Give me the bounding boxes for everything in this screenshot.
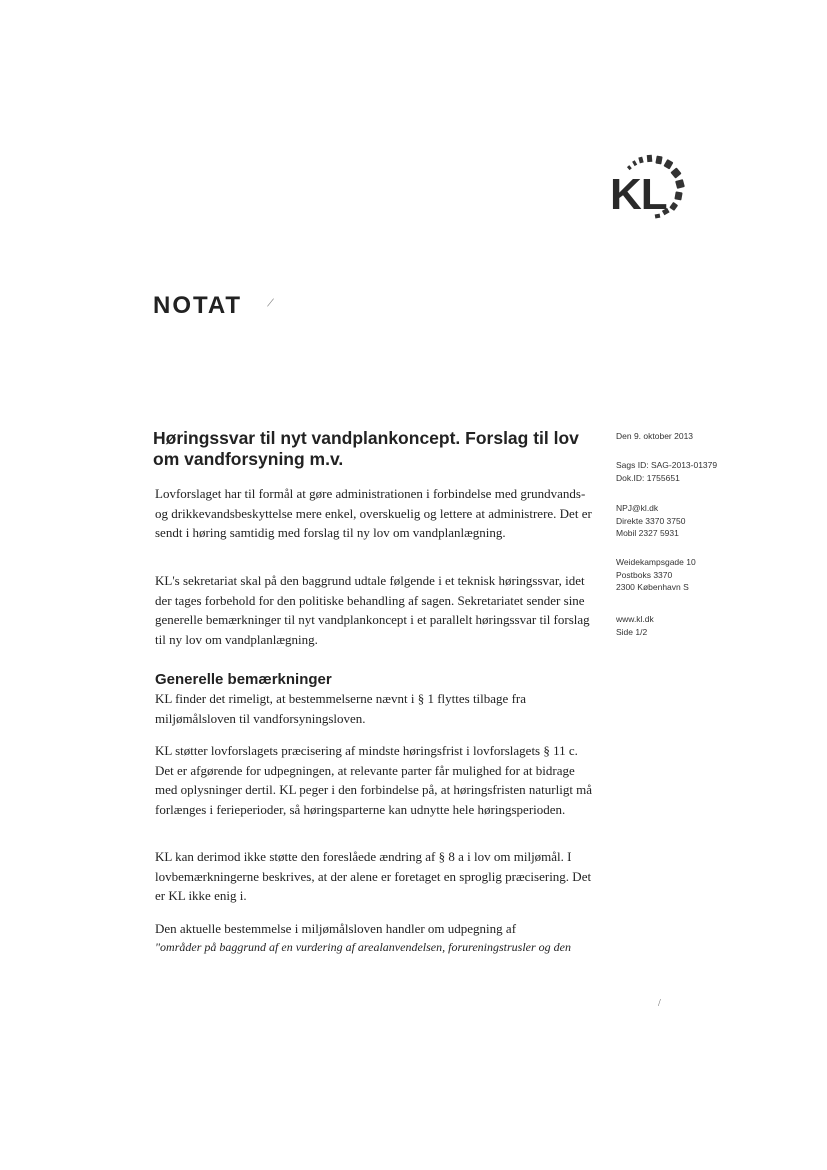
- contact-email: NPJ@kl.dk: [616, 503, 659, 513]
- scan-speck: /: [658, 998, 661, 1009]
- address-po-box: Postboks 3370: [616, 569, 673, 580]
- case-id: Sags ID: SAG-2013-01379: [616, 460, 718, 470]
- mobile-phone: Mobil 2327 5931: [616, 528, 679, 538]
- section-paragraph: KL støtter lovforslagets præcisering af mindste høringsfrist i lovforslagets § 11 c. Det er afgørende for udpegningen, at relevante parter får mulighed for at bidrage med oplysninger dertil. KL peger i den forbindelse på, at høringsfristen naturligt må forlænges i ferieperioder, så høringsparterne kan udnytte hele høringsperioden.: [155, 743, 593, 817]
- section-paragraph: KL kan derimod ikke støtte den foreslåede ændring af § 8 a i lov om miljømål. I lovbemærkningerne beskrives, at der alene er foretaget en sproglig præcisering. Det er KL ikke enig i.: [155, 849, 592, 903]
- address-city: 2300 København S: [616, 582, 689, 592]
- sidebar-address-block: [616, 556, 696, 594]
- address-street: Weidekampsgade 10: [616, 557, 696, 567]
- document-date: Den 9. oktober 2013: [616, 431, 694, 441]
- scan-mark: /: [265, 295, 275, 312]
- document-type-label: NOTAT: [153, 292, 243, 319]
- section-heading: Generelle bemærkninger: [155, 671, 332, 688]
- sidebar-date-block: [616, 430, 693, 443]
- website-link: www.kl.dk: [616, 614, 654, 624]
- logo-text: KL: [610, 170, 667, 219]
- sidebar-ids-block: [616, 459, 717, 484]
- page-number: Side 1/2: [616, 626, 648, 637]
- section-paragraph: Den aktuelle bestemmelse i miljømålsloven handler om udpegning af: [155, 921, 517, 936]
- sidebar-web-block: [616, 613, 654, 638]
- intro-paragraph: KL's sekretariat skal på den baggrund udtale følgende i et teknisk høringssvar, idet der tages forbehold for den politiske behandling af sagen. Sekretariatet sender sine generelle bemærkninger til nyt vandplankoncept i et parallelt høringssvar til forslag til ny lov om vandplanlægning.: [155, 573, 590, 647]
- sidebar-contact-block: [616, 502, 685, 540]
- quoted-text: "områder på baggrund af en vurdering af arealanvendelsen, forureningstrusler og den: [155, 940, 571, 954]
- direct-phone: Direkte 3370 3750: [616, 515, 686, 526]
- intro-paragraph: Lovforslaget har til formål at gøre administrationen i forbindelse med grundvands- og drikkevandsbeskyttelse mere enkel, overskuelig og lettere at administrere. Det er sendt i høring samtidig med forslag til ny lov om vandplanlægning.: [155, 486, 592, 540]
- document-title: Høringssvar til nyt vandplankoncept. Forslag til lov om vandforsyning m.v.: [153, 428, 579, 469]
- kl-logo: [600, 148, 700, 238]
- section-paragraph: KL finder det rimeligt, at bestemmelserne nævnt i § 1 flyttes tilbage fra miljømålsloven til vandforsyningsloven.: [155, 691, 526, 726]
- document-id: Dok.ID: 1755651: [616, 472, 680, 483]
